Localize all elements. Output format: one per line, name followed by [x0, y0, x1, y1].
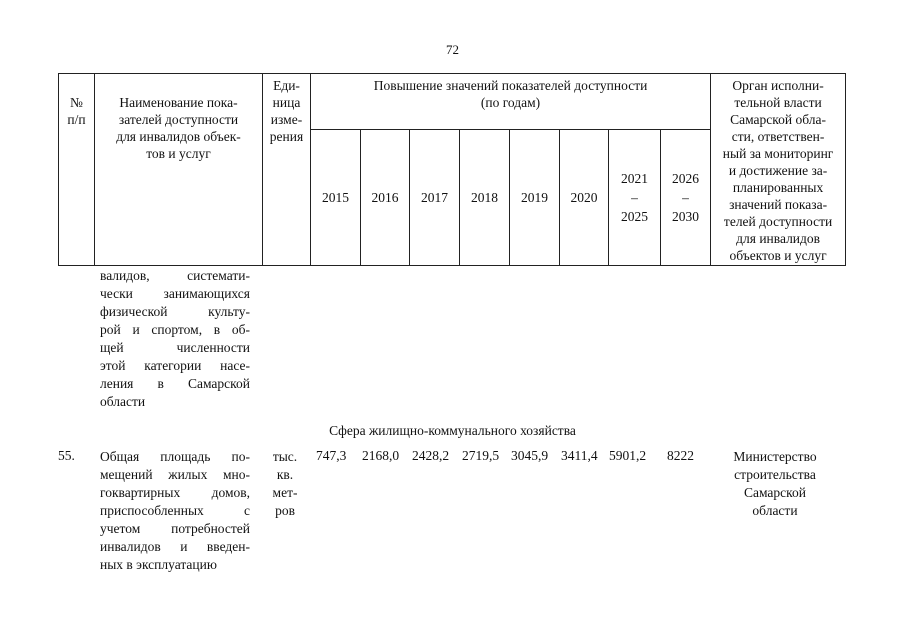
header-num-line: №: [70, 95, 83, 110]
header-organ-line: планированных: [732, 180, 824, 195]
row-name-line: Общая площадь по-: [100, 449, 250, 464]
header-year-range-2021-2025: [609, 130, 661, 266]
header-organ-line: значений показа-: [729, 197, 828, 212]
header-name-line: для инвалидов объек-: [116, 129, 241, 144]
row-organ-line: строительства: [734, 467, 816, 482]
value-2017: 2428,2: [412, 448, 450, 463]
header-increase-line: Повышение значений показателей доступности: [373, 78, 648, 93]
continuation-line: области: [100, 394, 146, 409]
header-name-line: тов и услуг: [146, 146, 211, 161]
row-organ-line: Самарской: [743, 485, 807, 500]
value-2020: 3411,4: [561, 448, 598, 463]
header-name-line: Наименование пока-: [119, 95, 238, 110]
continuation-line: физической культу-: [100, 304, 250, 319]
continuation-line: ления в Самарской: [100, 376, 250, 391]
continuation-line: рой и спортом, в об-: [100, 322, 250, 337]
continuation-text: [100, 267, 250, 411]
continuation-line: щей численности: [100, 340, 250, 355]
row-organ-line: Министерство: [733, 449, 817, 464]
header-organ-line: объектов и услуг: [729, 248, 827, 263]
header-organ-line: сти, ответствен-: [731, 129, 825, 144]
continuation-line: чески занимающихся: [100, 286, 250, 301]
header-organ-cell: [711, 74, 846, 266]
header-unit-line: Еди-: [273, 78, 300, 93]
row-name-line: ных в эксплуатацию: [100, 557, 217, 572]
header-name-line: зателей доступности: [118, 112, 239, 127]
header-year-range-2026-2030: [661, 130, 711, 266]
row-unit-line: кв.: [276, 467, 294, 482]
header-year-2019: 2019: [510, 130, 560, 266]
header-table: [58, 73, 846, 266]
header-increase-cell: [311, 74, 711, 130]
header-unit-line: рения: [269, 129, 304, 144]
header-organ-line: тельной власти: [734, 95, 822, 110]
row-organ-line: области: [752, 503, 798, 518]
header-organ-line: Орган исполни-: [732, 78, 824, 93]
row-name-line: инвалидов и введен-: [100, 539, 250, 554]
header-organ-line: для инвалидов: [736, 231, 821, 246]
row-name-line: учетом потребностей: [100, 521, 250, 536]
year-range-to: 2030: [672, 209, 700, 224]
value-2016: 2168,0: [362, 448, 400, 463]
value-2019: 3045,9: [511, 448, 549, 463]
header-unit-line: ница: [272, 95, 301, 110]
header-unit-line: изме-: [270, 112, 303, 127]
row-unit: [268, 448, 302, 520]
value-2021-2025: 5901,2: [609, 448, 647, 463]
year-range-from: 2026: [672, 171, 700, 186]
row-unit-line: ров: [275, 503, 295, 518]
header-year-2015: 2015: [311, 130, 361, 266]
value-2015: 747,3: [316, 448, 347, 463]
year-range-dash: –: [682, 190, 689, 205]
continuation-line: валидов, системати-: [100, 268, 250, 283]
header-year-2016: 2016: [361, 130, 410, 266]
header-organ-line: и достижение за-: [728, 163, 828, 178]
section-title: Сфера жилищно-коммунального хозяйства: [329, 423, 576, 438]
year-range-to: 2025: [621, 209, 648, 224]
continuation-line: этой категории насе-: [100, 358, 250, 373]
value-2026-2030: 8222: [667, 448, 694, 463]
row-unit-line: мет-: [272, 485, 298, 500]
header-num-cell: [59, 74, 95, 266]
row-name-line: гоквартирных домов,: [100, 485, 250, 500]
row-name: [100, 448, 250, 574]
header-year-2018: 2018: [460, 130, 510, 266]
year-range-dash: –: [631, 190, 638, 205]
header-num-line: п/п: [67, 112, 86, 127]
header-year-2017: 2017: [410, 130, 460, 266]
header-organ-line: телей доступности: [723, 214, 833, 229]
row-unit-line: тыс.: [272, 449, 298, 464]
row-name-line: приспособленных с: [100, 503, 250, 518]
header-year-2020: 2020: [560, 130, 609, 266]
header-name-cell: [95, 74, 263, 266]
header-unit-cell: [263, 74, 311, 266]
header-organ-line: ный за мониторинг: [722, 146, 834, 161]
row-name-line: мещений жилых мно-: [100, 467, 250, 482]
row-organ: [705, 448, 845, 520]
header-increase-line: (по годам): [480, 95, 541, 110]
row-number: 55.: [58, 448, 75, 463]
page-number: 72: [446, 42, 459, 57]
header-organ-line: Самарской обла-: [730, 112, 827, 127]
value-2018: 2719,5: [462, 448, 500, 463]
year-range-from: 2021: [621, 171, 648, 186]
